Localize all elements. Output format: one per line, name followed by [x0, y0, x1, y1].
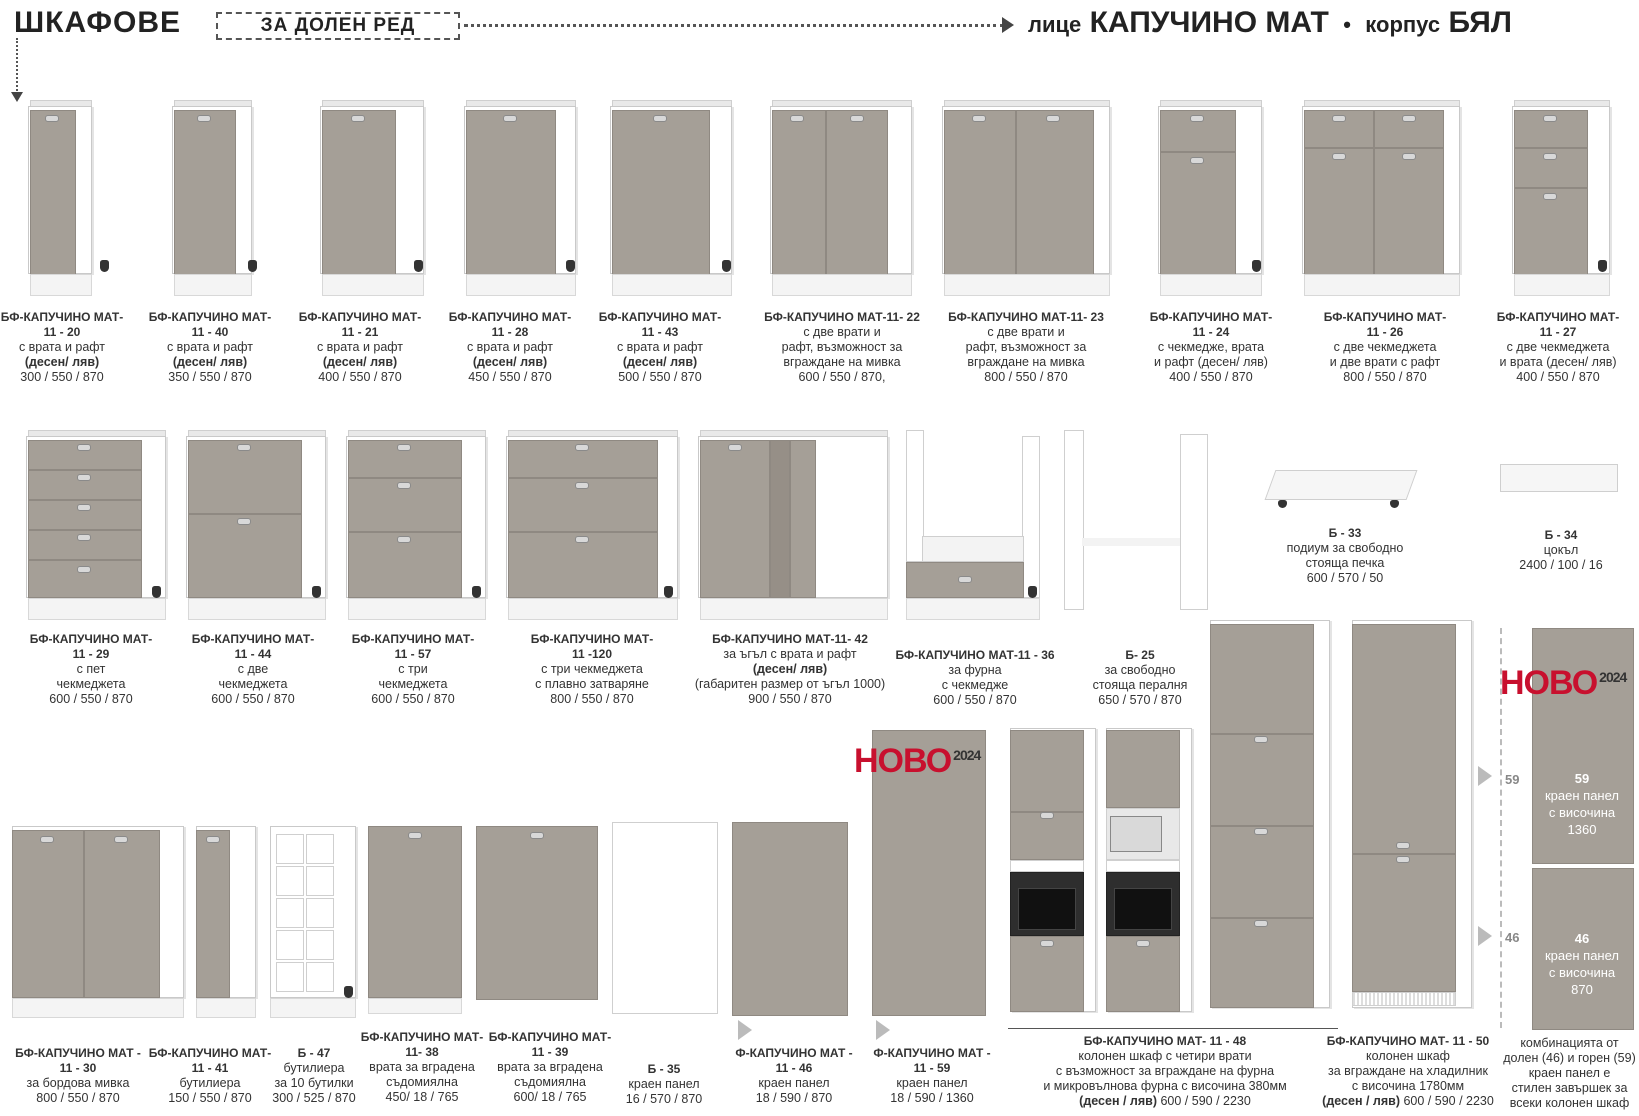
cabinet-11-22	[770, 100, 912, 296]
label-b35: Б - 35 краен панел 16 / 570 / 870	[625, 1062, 703, 1106]
panel-b35	[612, 822, 722, 1018]
label-11-120: БФ-КАПУЧИНО МАТ- 11 -120 с три чекмеджета с плавно затваряне 800 / 550 / 870	[530, 632, 654, 706]
face-prefix: лице	[1028, 12, 1082, 37]
cabinet-11-30	[12, 826, 184, 1018]
panel-11-46	[732, 822, 850, 1018]
note-combination: комбинацията от долен (46) и горен (59) краен панел е стилен завършек за всеки колонен шкаф	[1503, 1036, 1636, 1110]
label-11-57: БФ-КАПУЧИНО МАТ- 11 - 57 с три чекмеджета 600 / 550 / 870	[351, 632, 475, 706]
column-11-48-b	[1106, 728, 1192, 1012]
label-11-59: Ф-КАПУЧИНО МАТ - 11 - 59 краен панел 18 / 590 / 1360	[873, 1046, 991, 1105]
label-11-46: Ф-КАПУЧИНО МАТ - 11 - 46 краен панел 18 / 590 / 870	[735, 1046, 853, 1105]
label-11-39: БФ-КАПУЧИНО МАТ- 11 - 39 врата за вградена съдомиялна 600/ 18 / 765	[488, 1030, 612, 1104]
label-b33: Б - 33 подиум за свободно стояща печка 600 / 570 / 50	[1286, 526, 1404, 585]
panel-11-38	[368, 826, 464, 1014]
label-11-21: БФ-КАПУЧИНО МАТ- 11 - 21 с врата и рафт (десен/ ляв) 400 / 550 / 870	[298, 310, 422, 384]
cabinet-11-44	[186, 430, 326, 620]
body-prefix: корпус	[1365, 12, 1441, 37]
cabinet-11-27	[1512, 100, 1610, 296]
label-11-43: БФ-КАПУЧИНО МАТ- 11 - 43 с врата и рафт (десен/ ляв) 500 / 550 / 870	[598, 310, 722, 384]
cabinet-11-43	[610, 100, 732, 296]
label-11-36: БФ-КАПУЧИНО МАТ-11 - 36 за фурна с чекмедже 600 / 550 / 870	[895, 648, 1055, 707]
cabinet-11-20	[28, 100, 92, 296]
bullet-icon: •	[1343, 12, 1351, 37]
label-11-48: БФ-КАПУЧИНО МАТ- 11 - 48 колонен шкаф с четири врати с възможност за вграждане на фурна и микровълнова фурна с височина 380мм (десен / ляв) 600 / 590 / 2230	[1043, 1034, 1287, 1108]
cabinet-11-40	[172, 100, 252, 296]
panel-11-39	[476, 826, 600, 1014]
label-11-23: БФ-КАПУЧИНО МАТ-11- 23 с две врати и рафт, възможност за вграждане на мивка 800 / 550 / 870	[948, 310, 1104, 384]
cabinet-11-29	[26, 430, 166, 620]
label-11-44: БФ-КАПУЧИНО МАТ- 11 - 44 с две чекмеджета 600 / 550 / 870	[191, 632, 315, 706]
label-11-24: БФ-КАПУЧИНО МАТ- 11 - 24 с чекмедже, врата и рафт (десен/ ляв) 400 / 550 / 870	[1149, 310, 1273, 384]
panel-59-label: 59 краен панел с височина 1360	[1544, 771, 1619, 837]
label-11-30: БФ-КАПУЧИНО МАТ - 11 - 30 за бордова мивка 800 / 550 / 870	[15, 1046, 141, 1105]
category-box: ЗА ДОЛЕН РЕД	[216, 12, 460, 40]
cabinet-b25	[1064, 430, 1214, 610]
cabinet-11-21	[320, 100, 424, 296]
arrow-right-icon	[738, 1020, 752, 1040]
side-label-46: 46	[1505, 930, 1520, 945]
body-value: БЯЛ	[1448, 6, 1512, 39]
cabinet-b34	[1500, 464, 1620, 494]
new-badge: НОВО $^{2024}$	[1500, 664, 1627, 702]
label-11-28: БФ-КАПУЧИНО МАТ- 11 - 28 с врата и рафт (десен/ ляв) 450 / 550 / 870	[448, 310, 572, 384]
arrow-down-icon	[11, 92, 23, 102]
label-11-20: БФ-КАПУЧИНО МАТ- 11 - 20 с врата и рафт (десен/ ляв) 300 / 550 / 870	[0, 310, 124, 384]
side-label-59: 59	[1505, 772, 1520, 787]
panel-46-label: 46 краен панел с височина 870	[1544, 931, 1619, 997]
dotted-arrow-line	[464, 24, 1004, 27]
cabinet-11-120	[506, 430, 678, 620]
label-11-27: БФ-КАПУЧИНО МАТ- 11 - 27 с две чекмеджета и врата (десен/ ляв) 400 / 550 / 870	[1496, 310, 1620, 384]
cabinet-11-42	[698, 430, 888, 620]
label-11-22: БФ-КАПУЧИНО МАТ-11- 22 с две врати и рафт, възможност за вграждане на мивка 600 / 550 / 870,	[764, 310, 920, 384]
cabinet-b47	[270, 826, 362, 1018]
arrow-right-icon	[1478, 926, 1492, 946]
cabinet-11-23	[942, 100, 1110, 296]
cabinet-b33	[1270, 470, 1420, 520]
label-11-40: БФ-КАПУЧИНО МАТ- 11 - 40 с врата и рафт (десен/ ляв) 350 / 550 / 870	[148, 310, 272, 384]
label-11-50: БФ-КАПУЧИНО МАТ- 11 - 50 колонен шкаф за вграждане на хладилник с височина 1780мм (десен / ляв) 600 / 590 / 2230	[1322, 1034, 1494, 1108]
label-11-26: БФ-КАПУЧИНО МАТ- 11 - 26 с две чекмеджета и две врати с рафт 800 / 550 / 870	[1323, 310, 1447, 384]
arrow-right-icon	[876, 1020, 890, 1040]
label-b25: Б- 25 за свободно стояща пералня 650 / 570 / 870	[1092, 648, 1188, 707]
label-b34: Б - 34 цокъл 2400 / 100 / 16	[1519, 528, 1603, 572]
arrow-right-icon	[1478, 766, 1492, 786]
label-11-38: БФ-КАПУЧИНО МАТ- 11- 38 врата за вградена съдомиялна 450/ 18 / 765	[360, 1030, 484, 1104]
new-badge: НОВО $^{2024}$	[854, 742, 981, 780]
cabinet-11-26	[1302, 100, 1460, 296]
label-11-42: БФ-КАПУЧИНО МАТ-11- 42 за ъгъл с врата и рафт (десен/ ляв) (габаритен размер от ъгъл 1000) 900 / 550 / 870	[694, 632, 886, 706]
face-value: КАПУЧИНО МАТ	[1089, 6, 1329, 39]
column-11-50-a	[1210, 620, 1330, 1012]
finish-info	[1028, 6, 1512, 40]
column-11-50-b	[1352, 620, 1472, 1012]
page-title: ШКАФОВЕ	[14, 6, 181, 39]
label-11-29: БФ-КАПУЧИНО МАТ- 11 - 29 с пет чекмеджета 600 / 550 / 870	[29, 632, 153, 706]
cabinet-11-41	[196, 826, 256, 1018]
dotted-down-line	[16, 38, 18, 94]
cabinet-11-28	[464, 100, 576, 296]
arrow-right-icon	[1002, 17, 1014, 33]
label-b47: Б - 47 бутилиера за 10 бутилки 300 / 525 / 870	[272, 1046, 356, 1105]
cabinet-11-24	[1158, 100, 1262, 296]
label-11-41: БФ-КАПУЧИНО МАТ- 11 - 41 бутилиера 150 / 550 / 870	[148, 1046, 272, 1105]
divider-11-48	[1008, 1028, 1338, 1029]
column-11-48-a	[1010, 728, 1096, 1012]
cabinet-11-36	[906, 430, 1046, 620]
cabinet-11-57	[346, 430, 486, 620]
